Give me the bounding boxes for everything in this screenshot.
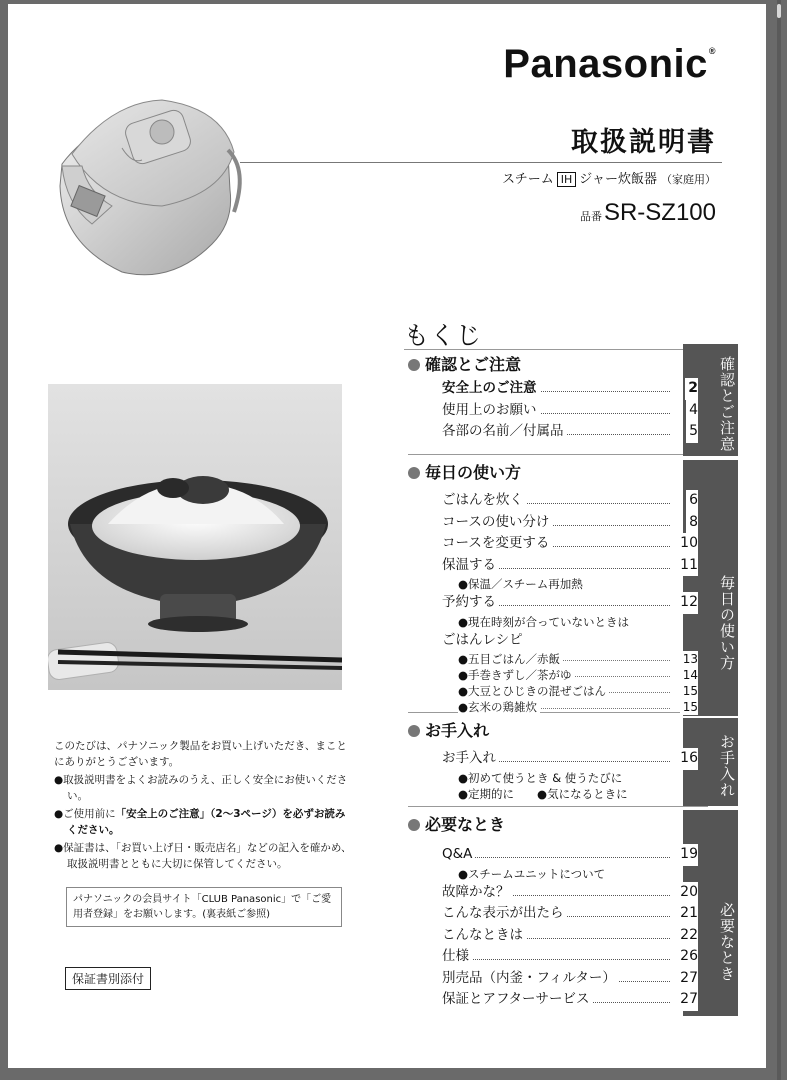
toc-title: もくじ <box>404 321 483 350</box>
toc-subentry: ●保温／スチーム再加熱 <box>458 577 583 591</box>
toc-entry[interactable]: コースを変更する 10 <box>442 533 698 555</box>
product-subtitle: スチーム IH ジャー炊飯器 （家庭用） <box>501 172 716 187</box>
tab-when-needed[interactable]: 必要なとき <box>683 810 738 1016</box>
toc-entry[interactable]: 別売品（内釜・フィルター） 27 <box>442 968 698 990</box>
intro-bullet-1: ●取扱説明書をよくお読みのうえ、正しく安全にお使いください。 <box>54 774 348 802</box>
toc-subentry: ●定期的に ●気になるときに <box>458 786 628 801</box>
scrollbar-track[interactable] <box>777 0 781 1080</box>
bullet-dot-icon <box>408 467 420 479</box>
toc-subentry[interactable]: ●五目ごはん／赤飯 13 <box>458 652 698 666</box>
toc-subentry: ●現在時刻が合っていないときは <box>458 614 630 629</box>
document-title: 取扱説明書 <box>571 127 716 158</box>
section-heading: 毎日の使い方 <box>408 460 708 486</box>
manual-page <box>8 4 766 1068</box>
toc-section-daily <box>408 460 708 715</box>
toc-entry[interactable]: 仕様 26 <box>442 946 698 968</box>
brand-logo: Panasonic® <box>503 42 716 86</box>
toc-entry[interactable]: 保温する 11 <box>442 555 698 577</box>
rice-bowl-photo <box>48 384 342 690</box>
intro-bullet-3: ●保証書は、「お買い上げ日・販売店名」などの記入を確かめ、取扱説明書とともに大切に保管してください。 <box>54 842 352 870</box>
toc-entry[interactable]: 各部の名前／付属品 5 <box>442 421 698 443</box>
warranty-label: 保証書別添付 <box>65 967 151 990</box>
section-divider <box>408 712 708 713</box>
toc-section-care <box>408 718 708 802</box>
toc-section-when-needed <box>408 812 708 1011</box>
section-heading: 確認とご注意 <box>408 352 708 378</box>
intro-text <box>54 738 354 874</box>
section-divider <box>408 806 708 807</box>
toc-entry[interactable]: Q&A 19 <box>442 844 698 866</box>
toc-entry[interactable]: お手入れ 16 <box>442 748 698 770</box>
tab-daily[interactable]: 毎日の使い方 <box>683 460 738 716</box>
toc-entry[interactable]: こんな表示が出たら 21 <box>442 903 698 925</box>
toc-entry[interactable]: ごはんを炊く 6 <box>442 490 698 512</box>
toc-section-confirm <box>408 352 708 443</box>
toc-subentry: ●初めて使うとき & 使うたびに <box>458 770 623 785</box>
title-rule <box>240 162 722 163</box>
tab-care[interactable]: お手入れ <box>683 718 738 806</box>
bullet-dot-icon <box>408 359 420 371</box>
section-divider <box>408 454 708 455</box>
bullet-dot-icon <box>408 819 420 831</box>
toc-entry[interactable]: ごはんレシピ <box>442 630 698 652</box>
section-heading: 必要なとき <box>408 812 708 838</box>
greeting: このたびは、パナソニック製品をお買い上げいただき、まことにありがとうございます。 <box>54 740 347 768</box>
bullet-dot-icon <box>408 725 420 737</box>
toc-subentry[interactable]: ●手巻きずし／茶がゆ 14 <box>458 668 698 682</box>
intro-bullet-2: ●ご使用前に「安全上のご注意」（2～3ページ）を必ずお読みください。 <box>54 808 346 836</box>
toc-subentry: ●スチームユニットについて <box>458 866 606 881</box>
toc-entry[interactable]: コースの使い分け 8 <box>442 512 698 534</box>
toc-entry[interactable]: 故障かな？ 20 <box>442 882 698 904</box>
toc-entry[interactable]: 使用上のお願い 4 <box>442 400 698 422</box>
tab-confirm[interactable]: 確認とご注意 <box>683 344 738 456</box>
toc-entry[interactable]: 保証とアフターサービス 27 <box>442 989 698 1011</box>
toc-entry[interactable]: 予約する 12 <box>442 592 698 614</box>
toc-entry[interactable]: 安全上のご注意 2 <box>442 378 698 400</box>
toc-subentry[interactable]: ●玄米の鶏雑炊 15 <box>458 700 698 714</box>
toc-subentry[interactable]: ●大豆とひじきの混ぜごはん 15 <box>458 684 698 698</box>
toc-title-rule <box>404 349 718 350</box>
toc-entry[interactable]: こんなときは 22 <box>442 925 698 947</box>
model-number: 品番SR-SZ100 <box>579 199 716 226</box>
scrollbar-thumb[interactable] <box>777 4 781 18</box>
rice-cooker-illustration <box>52 94 252 284</box>
club-panasonic-note: パナソニックの会員サイト「CLUB Panasonic」で「ご愛用者登録」をお願いします。(裏表紙ご参照) <box>66 887 342 927</box>
section-heading: お手入れ <box>408 718 708 744</box>
